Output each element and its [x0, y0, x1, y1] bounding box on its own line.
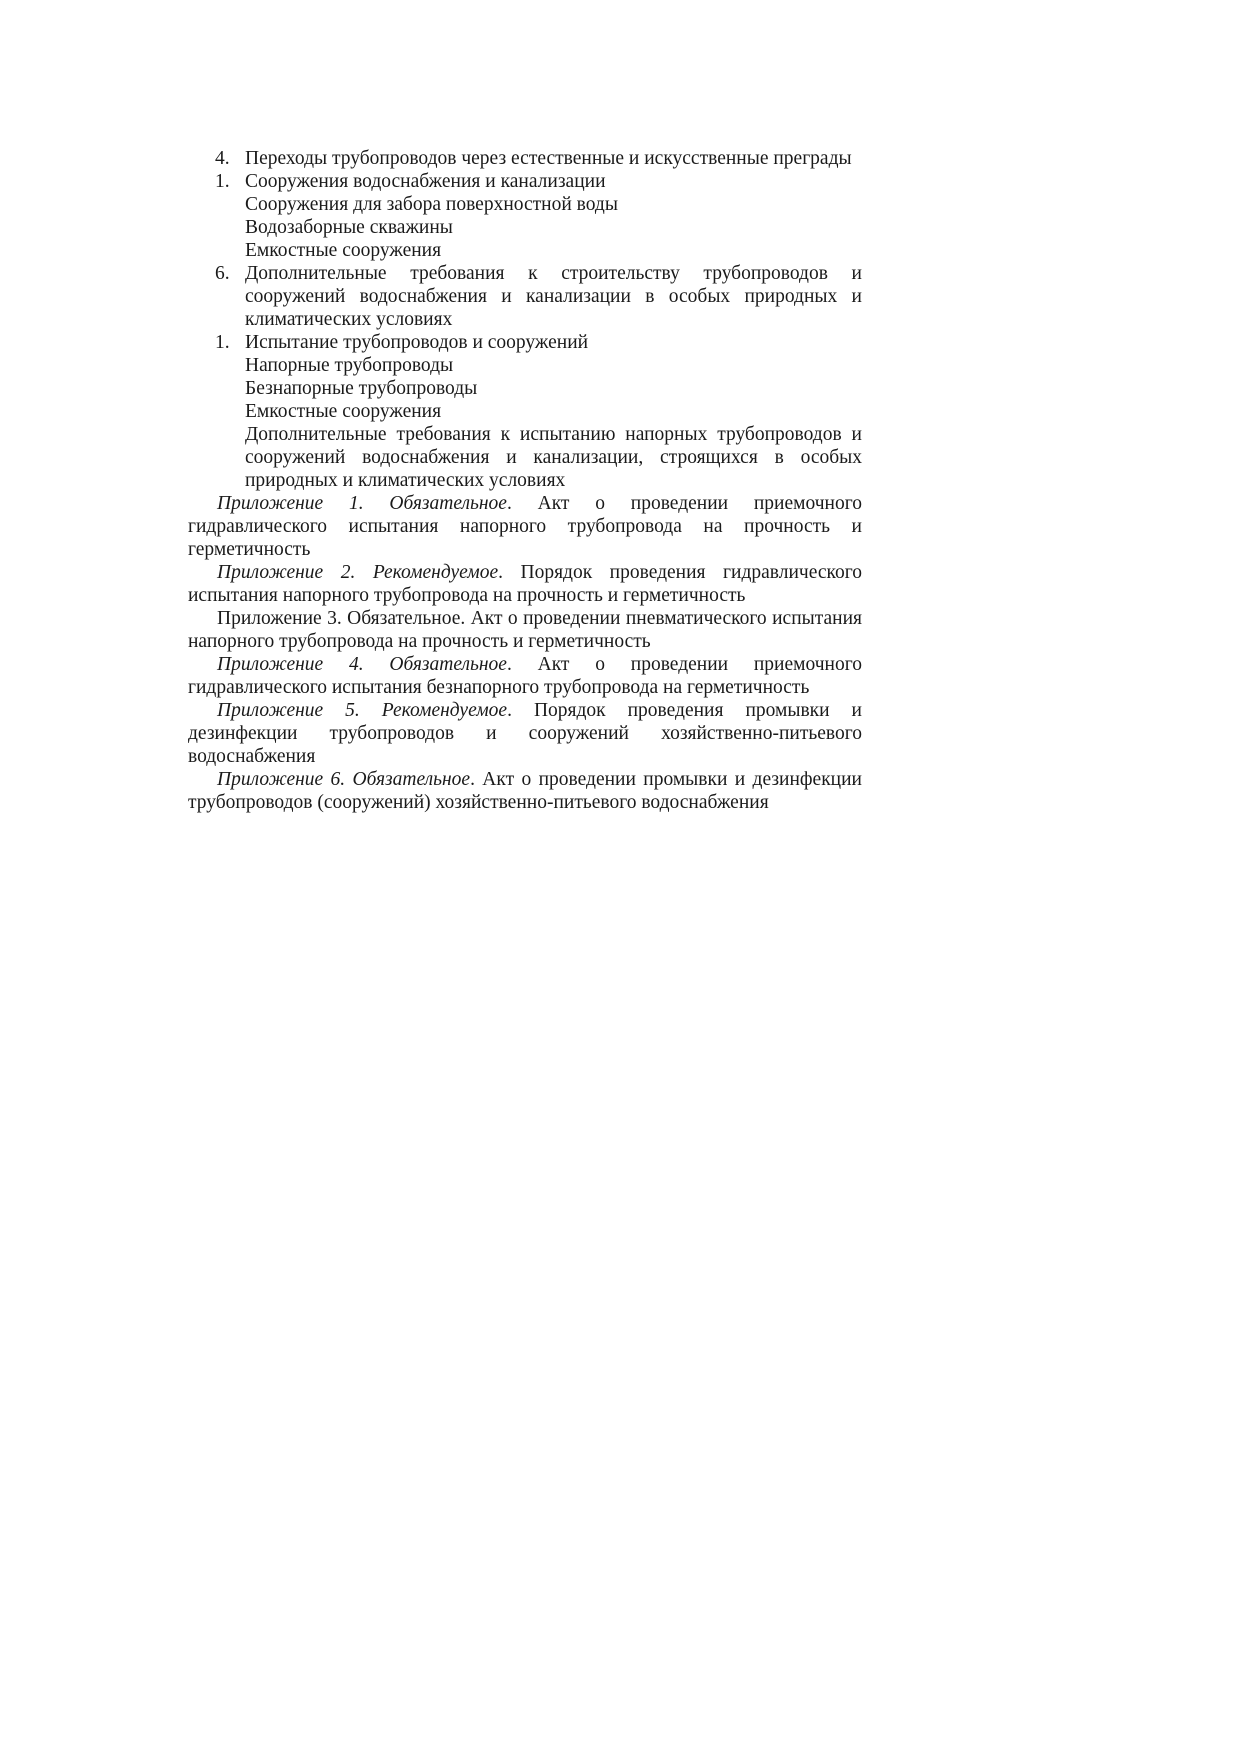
list-item-text: Испытание трубопроводов и сооружений	[245, 332, 589, 353]
list-item	[188, 331, 862, 354]
appendix-label: Приложение 6. Обязательное	[217, 769, 471, 790]
list-number: 6.	[215, 263, 230, 284]
appendix-label: Приложение 3. Обязательное	[217, 608, 461, 629]
appendix-text: . Порядок проведения гидравлического испытания напорного трубопровода на прочность и герметичность	[188, 562, 862, 606]
appendix-paragraph	[188, 768, 862, 814]
appendix-text: . Акт о проведении промывки и дезинфекции трубопроводов (сооружений) хозяйственно-питьевого водоснабжения	[188, 769, 862, 813]
list-number: 1.	[215, 171, 230, 192]
appendix-text: . Акт о проведении пневматического испытания напорного трубопровода на прочность и герметичность	[188, 608, 862, 652]
list-subitem: Дополнительные требования к испытанию напорных трубопроводов и сооружений водоснабжения и канализации, строящихся в особых природных и климатических условиях	[245, 424, 862, 491]
appendix-paragraph	[188, 607, 862, 653]
list-subitem: Безнапорные трубопроводы	[245, 378, 478, 399]
document-page	[188, 147, 862, 814]
appendix-text: . Порядок проведения промывки и дезинфекции трубопроводов и сооружений хозяйственно-питьевого водоснабжения	[188, 700, 862, 767]
list-subitem: Емкостные сооружения	[245, 240, 442, 261]
appendix-paragraph	[188, 492, 862, 561]
list-item	[188, 170, 862, 193]
list-item	[188, 262, 862, 331]
appendix-label: Приложение 2. Рекомендуемое	[217, 562, 499, 583]
appendix-label: Приложение 1. Обязательное	[217, 493, 507, 514]
list-number: 4.	[215, 148, 230, 169]
appendix-paragraph	[188, 561, 862, 607]
list-number: 1.	[215, 332, 230, 353]
appendix-paragraph	[188, 653, 862, 699]
list-item-text: Сооружения водоснабжения и канализации	[245, 171, 606, 192]
appendix-text: . Акт о проведении приемочного гидравлического испытания напорного трубопровода на прочность и герметичность	[188, 493, 862, 560]
list-item	[188, 147, 862, 170]
appendix-label: Приложение 5. Рекомендуемое	[217, 700, 508, 721]
list-item-text: Дополнительные требования к строительству трубопроводов и сооружений водоснабжения и канализации в особых природных и климатических условиях	[245, 263, 862, 330]
appendix-paragraph	[188, 699, 862, 768]
list-subitem: Сооружения для забора поверхностной воды	[245, 194, 618, 215]
list-subitem: Водозаборные скважины	[245, 217, 453, 238]
list-subitem: Емкостные сооружения	[245, 401, 442, 422]
list-subitem: Напорные трубопроводы	[245, 355, 454, 376]
appendix-text: . Акт о проведении приемочного гидравлического испытания безнапорного трубопровода на герметичность	[188, 654, 862, 698]
appendix-label: Приложение 4. Обязательное	[217, 654, 507, 675]
list-item-text: Переходы трубопроводов через естественные и искусственные преграды	[245, 148, 852, 169]
